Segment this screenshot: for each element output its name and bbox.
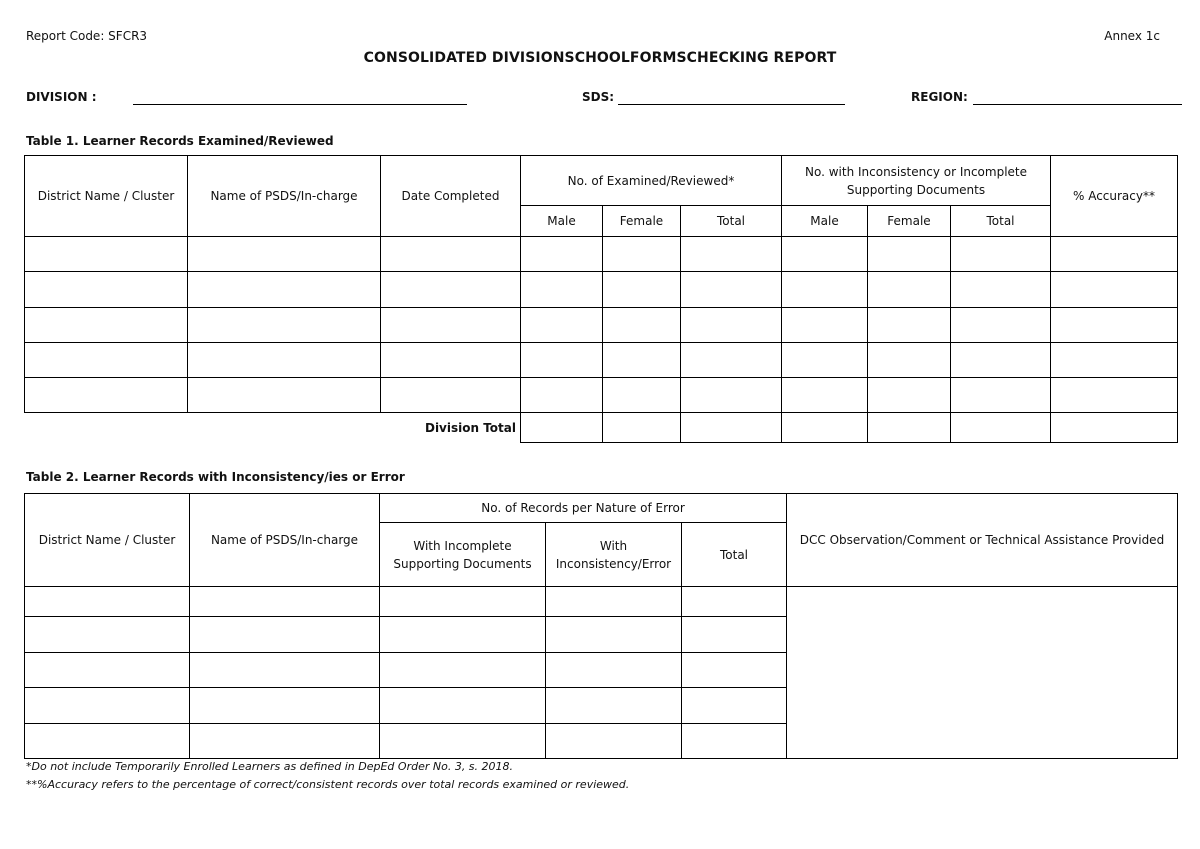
col-incomplete-header: With Incomplete Supporting Documents [380, 523, 546, 587]
table-cell[interactable] [25, 272, 188, 308]
table-cell[interactable] [1051, 272, 1178, 308]
inconsistency-total-header: Total [951, 206, 1051, 237]
table-cell[interactable] [868, 308, 951, 343]
table-cell[interactable] [603, 343, 681, 378]
table-cell[interactable] [190, 724, 380, 759]
table-cell[interactable] [681, 378, 782, 413]
table-cell[interactable] [782, 378, 868, 413]
table1-caption: Table 1. Learner Records Examined/Reviewed [26, 134, 334, 148]
region-field[interactable] [973, 104, 1182, 105]
table-cell[interactable] [951, 343, 1051, 378]
error-records-table [24, 493, 1178, 759]
table-row [25, 343, 1178, 378]
col-examined-header: No. of Examined/Reviewed* [521, 156, 782, 206]
col-date-header: Date Completed [381, 156, 521, 237]
table-cell[interactable] [381, 343, 521, 378]
table-cell[interactable] [681, 272, 782, 308]
table-cell[interactable] [546, 688, 682, 724]
dcc-observation-field[interactable] [787, 587, 1178, 759]
division-label: DIVISION : [26, 90, 97, 104]
inconsistency-female-header: Female [868, 206, 951, 237]
table-cell[interactable] [381, 272, 521, 308]
table-cell[interactable] [380, 587, 546, 617]
table-cell[interactable] [190, 617, 380, 653]
table-cell[interactable] [868, 237, 951, 272]
table-row [25, 237, 1178, 272]
table-cell[interactable] [1051, 378, 1178, 413]
table-cell[interactable] [682, 688, 787, 724]
col-psds-header: Name of PSDS/In-charge [188, 156, 381, 237]
table2-caption: Table 2. Learner Records with Inconsistency/ies or Error [26, 470, 405, 484]
table-cell[interactable] [951, 237, 1051, 272]
table-cell[interactable] [603, 413, 681, 443]
table-cell[interactable] [1051, 237, 1178, 272]
table-cell[interactable] [782, 413, 868, 443]
table-cell[interactable] [1051, 413, 1178, 443]
table-cell[interactable] [546, 617, 682, 653]
table-cell[interactable] [25, 653, 190, 688]
table-cell[interactable] [681, 237, 782, 272]
table-cell[interactable] [188, 272, 381, 308]
table-cell[interactable] [25, 308, 188, 343]
examined-total-header: Total [681, 206, 782, 237]
table-cell[interactable] [951, 378, 1051, 413]
examined-male-header: Male [521, 206, 603, 237]
table-cell[interactable] [190, 587, 380, 617]
table-cell[interactable] [381, 308, 521, 343]
table-cell[interactable] [25, 724, 190, 759]
table-cell[interactable] [380, 724, 546, 759]
table-cell[interactable] [782, 308, 868, 343]
table-cell[interactable] [190, 653, 380, 688]
table-cell[interactable] [951, 308, 1051, 343]
table-cell[interactable] [681, 413, 782, 443]
table-cell[interactable] [603, 378, 681, 413]
division-total-label: Division Total [381, 413, 521, 443]
t2-col-district-header: District Name / Cluster [25, 494, 190, 587]
table-cell[interactable] [868, 378, 951, 413]
table-cell[interactable] [782, 272, 868, 308]
sds-label: SDS: [582, 90, 615, 104]
learner-records-table [24, 155, 1178, 443]
table-cell[interactable] [25, 587, 190, 617]
table-cell[interactable] [188, 237, 381, 272]
footnote-1: *Do not include Temporarily Enrolled Learners as defined in DepEd Order No. 3, s. 2018. [26, 760, 514, 773]
col-dcc-header: DCC Observation/Comment or Technical Assistance Provided [787, 494, 1178, 587]
table-cell[interactable] [25, 343, 188, 378]
table-cell[interactable] [546, 653, 682, 688]
table-cell[interactable] [381, 237, 521, 272]
table-cell[interactable] [951, 272, 1051, 308]
table-cell[interactable] [603, 308, 681, 343]
division-total-row [25, 413, 1178, 443]
table-cell[interactable] [681, 343, 782, 378]
table-cell[interactable] [25, 688, 190, 724]
table-cell[interactable] [521, 272, 603, 308]
table-row [25, 272, 1178, 308]
table-cell[interactable] [868, 343, 951, 378]
t2-col-psds-header: Name of PSDS/In-charge [190, 494, 380, 587]
col-inconsistency-header: No. with Inconsistency or Incomplete Supporting Documents [782, 156, 1051, 206]
table-cell[interactable] [868, 272, 951, 308]
col-district-header: District Name / Cluster [25, 156, 188, 237]
report-title: CONSOLIDATED DIVISIONSCHOOLFORMSCHECKING REPORT [363, 50, 837, 66]
table-cell[interactable] [546, 587, 682, 617]
division-field[interactable] [133, 104, 467, 105]
table-row [25, 378, 1178, 413]
annex-label: Annex 1c [1104, 29, 1160, 43]
table-cell[interactable] [521, 378, 603, 413]
table-row [25, 587, 1178, 617]
table-cell[interactable] [782, 237, 868, 272]
inconsistency-male-header: Male [782, 206, 868, 237]
table-cell[interactable] [380, 617, 546, 653]
table-cell[interactable] [546, 724, 682, 759]
table-cell[interactable] [603, 272, 681, 308]
table-cell[interactable] [1051, 308, 1178, 343]
table-cell[interactable] [682, 653, 787, 688]
sds-field[interactable] [618, 104, 845, 105]
table-cell[interactable] [521, 343, 603, 378]
table-cell[interactable] [25, 237, 188, 272]
table-cell[interactable] [603, 237, 681, 272]
table-row [25, 308, 1178, 343]
table-cell[interactable] [951, 413, 1051, 443]
col-t2-total-header: Total [682, 523, 787, 587]
table-cell[interactable] [868, 413, 951, 443]
table-cell[interactable] [188, 308, 381, 343]
table-cell[interactable] [782, 343, 868, 378]
table-cell[interactable] [1051, 343, 1178, 378]
table-cell[interactable] [381, 378, 521, 413]
table-cell[interactable] [521, 308, 603, 343]
table-cell[interactable] [25, 617, 190, 653]
table-cell[interactable] [380, 653, 546, 688]
footnote-2: **%Accuracy refers to the percentage of correct/consistent records over total records examined or reviewed. [26, 778, 630, 791]
table-cell[interactable] [521, 237, 603, 272]
col-nature-header: No. of Records per Nature of Error [380, 494, 787, 523]
col-accuracy-header: % Accuracy** [1051, 156, 1178, 237]
region-label: REGION: [911, 90, 968, 104]
table-cell[interactable] [681, 308, 782, 343]
table-cell[interactable] [188, 378, 381, 413]
table-cell[interactable] [190, 688, 380, 724]
table-cell[interactable] [380, 688, 546, 724]
table-cell[interactable] [188, 343, 381, 378]
table-cell[interactable] [682, 724, 787, 759]
table-cell[interactable] [521, 413, 603, 443]
examined-female-header: Female [603, 206, 681, 237]
table-cell[interactable] [25, 378, 188, 413]
table-cell[interactable] [682, 587, 787, 617]
col-inconsistency-error-header: With Inconsistency/Error [546, 523, 682, 587]
report-code: Report Code: SFCR3 [26, 29, 148, 43]
table-cell[interactable] [682, 617, 787, 653]
